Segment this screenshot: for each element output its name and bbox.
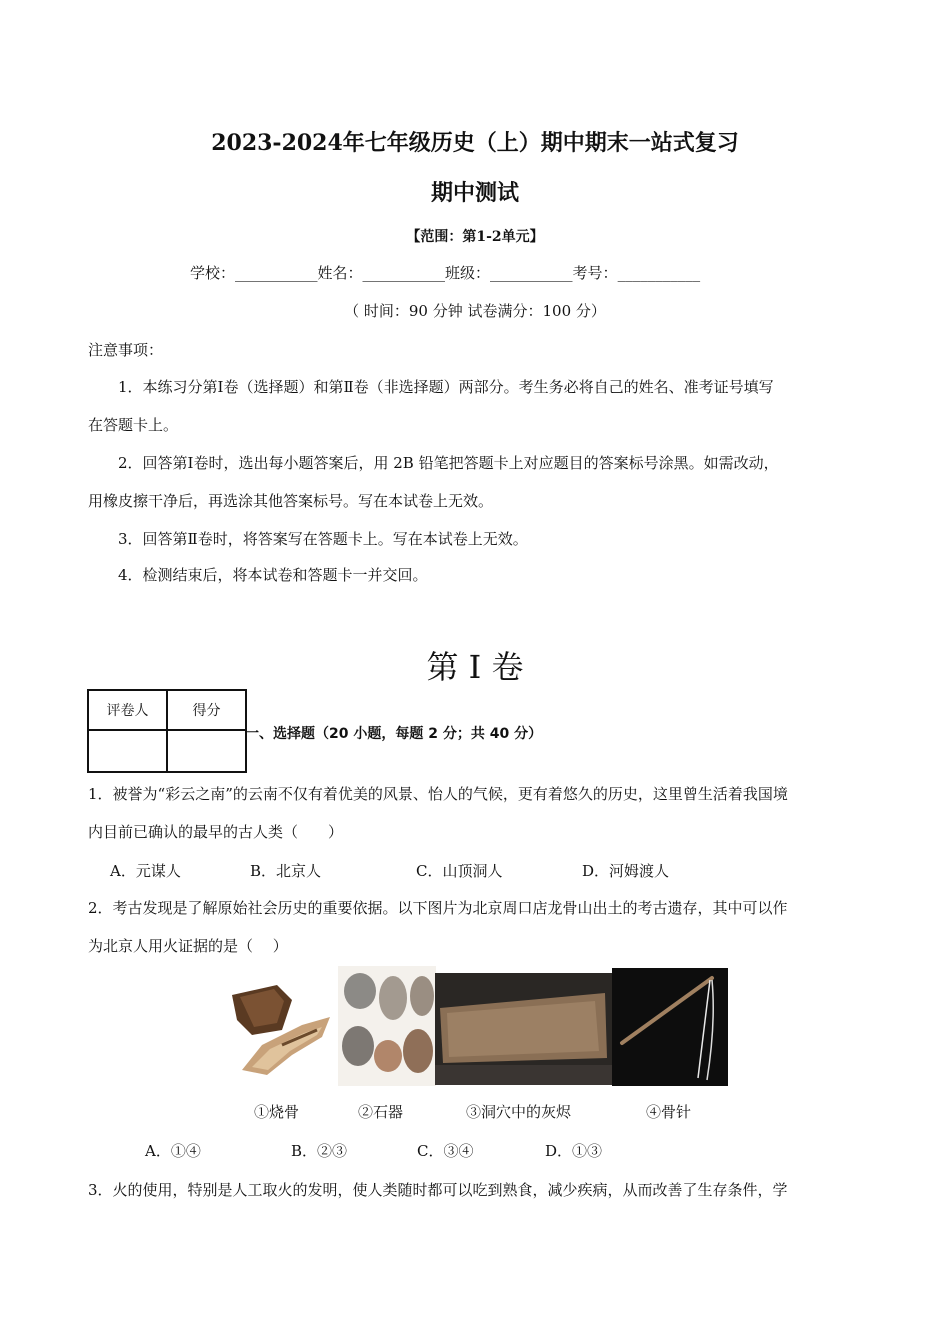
q1-text-line2: 内目前已确认的最早的古人类（ ） (88, 823, 344, 841)
note-2a: 2．回答第Ⅰ卷时，选出每小题答案后，用 2B 铅笔把答题卡上对应题目的答案标号涂黑。如需改动， (118, 454, 779, 472)
q2-option-c[interactable]: C．③④ (417, 1142, 474, 1160)
q2-text-line2: 为北京人用火证据的是（ ） (88, 937, 288, 955)
score-cell[interactable] (167, 730, 246, 772)
bone-needle-image (612, 968, 728, 1086)
cave-ash-image (435, 973, 612, 1085)
note-2b: 用橡皮擦干净后，再选涂其他答案标号。写在本试卷上无效。 (88, 492, 494, 510)
number-label: 考号： (572, 264, 618, 282)
grader-cell[interactable] (88, 730, 167, 772)
q2-option-b[interactable]: B．②③ (291, 1142, 348, 1160)
student-info-line (190, 262, 770, 283)
caption-cave-ash: ③洞穴中的灰烬 (466, 1103, 572, 1121)
note-4: 4．检测结束后，将本试卷和答题卡一并交回。 (118, 566, 428, 584)
note-1b: 在答题卡上。 (88, 416, 179, 434)
class-label: 班级： (445, 264, 491, 282)
name-blank[interactable]: ___________ (362, 264, 446, 282)
q2-text-line1: 2．考古发现是了解原始社会历史的重要依据。以下图片为北京周口店龙骨山出土的考古遗存，其中可以作 (88, 899, 788, 917)
name-label: 姓名： (317, 264, 363, 282)
number-blank[interactable]: ___________ (617, 264, 701, 282)
score-header: 得分 (167, 690, 246, 730)
q2-option-d[interactable]: D．①③ (545, 1142, 603, 1160)
school-blank[interactable]: ___________ (235, 264, 318, 282)
notes-heading: 注意事项： (88, 341, 164, 359)
note-3: 3．回答第Ⅱ卷时，将答案写在答题卡上。写在本试卷上无效。 (118, 530, 528, 548)
caption-burnt-bone: ①烧骨 (254, 1103, 300, 1121)
caption-stone-tools: ②石器 (358, 1103, 404, 1121)
class-blank[interactable]: ___________ (490, 264, 573, 282)
burnt-bone-image (222, 975, 337, 1087)
time-info: （ 时间：90 分钟 试卷满分：100 分） (344, 302, 606, 320)
q2-options (145, 1140, 845, 1161)
part-heading: 一、选择题（20 小题，每题 2 分；共 40 分） (245, 726, 543, 742)
exam-title: 2023-2024年七年级历史（上）期中期末一站式复习 (211, 130, 739, 156)
q1-option-d[interactable]: D．河姆渡人 (582, 862, 670, 880)
q2-option-a[interactable]: A．①④ (145, 1142, 201, 1160)
q1-option-c[interactable]: C．山顶洞人 (416, 862, 503, 880)
section-title: 第 I 卷 (426, 648, 524, 686)
stone-tools-image (338, 966, 436, 1086)
q1-options (110, 860, 870, 881)
q1-text-line1: 1．被誉为“彩云之南”的云南不仅有着优美的风景、怡人的气候，更有着悠久的历史，这里曾生活着我国境 (88, 785, 788, 803)
grader-header: 评卷人 (88, 690, 167, 730)
note-1a: 1．本练习分第Ⅰ卷（选择题）和第Ⅱ卷（非选择题）两部分。考生务必将自己的姓名、准考证号填写 (118, 378, 774, 396)
score-table (87, 689, 247, 773)
q3-text-line1: 3．火的使用，特别是人工取火的发明，使人类随时都可以吃到熟食，减少疾病，从而改善了生存条件，学 (88, 1181, 788, 1199)
q1-option-a[interactable]: A．元谋人 (110, 862, 181, 880)
q1-option-b[interactable]: B．北京人 (250, 862, 322, 880)
caption-bone-needle: ④骨针 (646, 1103, 692, 1121)
school-label: 学校： (190, 264, 236, 282)
exam-subtitle: 期中测试 (430, 180, 519, 206)
exam-scope: 【范围：第1-2单元】 (406, 229, 544, 245)
